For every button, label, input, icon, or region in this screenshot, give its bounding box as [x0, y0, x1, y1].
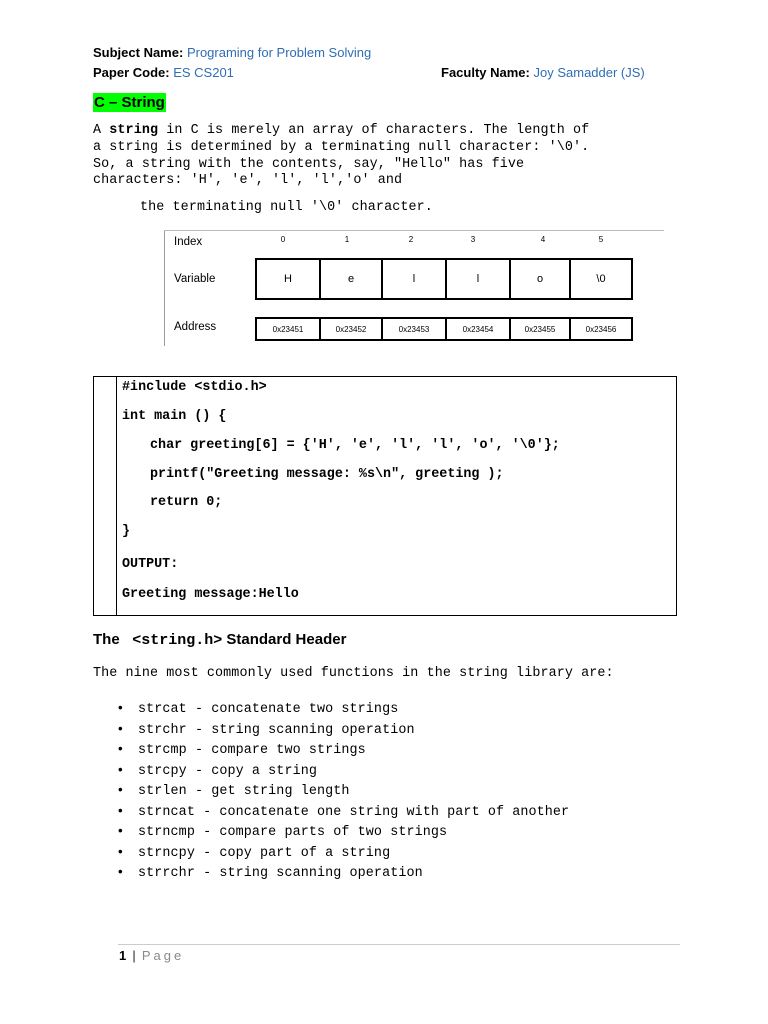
- bullet: •: [118, 864, 123, 879]
- bullet: •: [118, 782, 123, 797]
- code-line: return 0;: [150, 495, 223, 510]
- intro-line5: the terminating null '\0' character.: [140, 200, 433, 215]
- subject-value: Programing for Problem Solving: [186, 45, 372, 60]
- function-text: strchr - string scanning operation: [138, 722, 415, 738]
- bullet: •: [118, 700, 123, 715]
- intro-line1-bold: string: [109, 123, 159, 138]
- index-cell: 5: [598, 235, 604, 244]
- bullet: •: [118, 802, 123, 818]
- bullet: •: [118, 741, 123, 756]
- intro-line2: a string is determined by a terminating null character: '\0'.: [93, 139, 590, 155]
- section-title: C – String: [94, 94, 165, 111]
- diagram-top-border: [164, 230, 664, 231]
- output-label: OUTPUT:: [122, 557, 179, 572]
- variable-label: Variable: [174, 273, 216, 285]
- code-line: int main () {: [122, 409, 227, 424]
- address-cell: 0x23452: [319, 317, 383, 341]
- list-item: [118, 842, 569, 863]
- intro-line4: characters: 'H', 'e', 'l', 'l','o' and: [93, 173, 403, 189]
- list-item: [118, 821, 569, 842]
- variable-cell: o: [509, 258, 571, 300]
- list-item: [118, 719, 569, 740]
- index-cell: 2: [408, 235, 414, 244]
- bullet: •: [118, 720, 123, 736]
- function-text: strncat - concatenate one string with part of another: [138, 804, 570, 820]
- code-line: char greeting[6] = {'H', 'e', 'l', 'l', 'o', '\0'};: [150, 438, 560, 453]
- page-word: Page: [141, 948, 185, 963]
- diagram-left-border: [164, 230, 165, 346]
- list-item: [118, 739, 569, 760]
- list-item: [118, 801, 569, 822]
- variable-cell: \0: [569, 258, 633, 300]
- variable-cell: l: [445, 258, 511, 300]
- bullet: •: [118, 823, 123, 838]
- code-box-gutter-line: [116, 377, 117, 615]
- function-text: strncpy - copy part of a string: [138, 845, 391, 861]
- address-cell: 0x23453: [381, 317, 447, 341]
- index-cell: 1: [344, 235, 350, 244]
- index-cell: 0: [280, 235, 286, 244]
- page-separator: |: [132, 948, 136, 963]
- code-box: [93, 376, 677, 616]
- list-item: [118, 760, 569, 781]
- function-text: strlen - get string length: [138, 784, 350, 799]
- footer-divider: [118, 944, 680, 945]
- function-text: strcmp - compare two strings: [138, 743, 366, 758]
- code-line: printf("Greeting message: %s\n", greeting );: [150, 467, 504, 482]
- bullet: •: [118, 761, 123, 777]
- function-text: strcat - concatenate two strings: [138, 702, 399, 717]
- faculty-label: Faculty Name:: [441, 65, 530, 80]
- list-item: [118, 780, 569, 801]
- subject-label: Subject Name:: [93, 45, 184, 60]
- variable-cell: H: [255, 258, 321, 300]
- intro-line1-b: in C is merely an array of characters. The length of: [158, 123, 590, 138]
- address-label: Address: [174, 321, 217, 333]
- code-line: }: [122, 524, 131, 539]
- page-number: 1: [119, 948, 127, 963]
- variable-cell: e: [319, 258, 383, 300]
- intro-line1-a: A: [93, 123, 110, 138]
- intro-paragraph: [93, 123, 683, 190]
- faculty-value: Joy Samadder (JS): [533, 65, 645, 80]
- paper-code-value: ES CS201: [173, 65, 234, 80]
- address-cell: 0x23456: [569, 317, 633, 341]
- index-cell: 3: [470, 235, 476, 244]
- variable-cell: l: [381, 258, 447, 300]
- functions-list: [118, 698, 569, 883]
- list-item: [118, 862, 569, 883]
- string-h-heading: [93, 631, 346, 649]
- function-text: strncmp - compare parts of two strings: [138, 825, 448, 840]
- code-line: #include <stdio.h>: [122, 380, 267, 395]
- heading-string-h: <string.h>: [132, 632, 223, 649]
- faculty-line: [441, 65, 645, 80]
- subject-line: [93, 45, 371, 60]
- paper-code-line: [93, 65, 234, 80]
- bullet: •: [118, 843, 123, 859]
- page-footer: [119, 948, 184, 963]
- functions-intro: The nine most commonly used functions in the string library are:: [93, 666, 614, 681]
- heading-standard-header: Standard Header: [226, 631, 347, 648]
- index-cell: 4: [540, 235, 546, 244]
- function-text: strcpy - copy a string: [138, 763, 317, 779]
- address-cell: 0x23455: [509, 317, 571, 341]
- function-text: strrchr - string scanning operation: [138, 866, 423, 881]
- output-value: Greeting message:Hello: [122, 587, 299, 602]
- string-memory-diagram: [164, 230, 664, 348]
- list-item: [118, 698, 569, 719]
- intro-line3: So, a string with the contents, say, "Hello" has five: [93, 156, 525, 172]
- address-cell: 0x23451: [255, 317, 321, 341]
- heading-the: The: [93, 631, 120, 648]
- address-cell: 0x23454: [445, 317, 511, 341]
- index-label: Index: [174, 236, 203, 248]
- paper-code-label: Paper Code:: [93, 65, 170, 80]
